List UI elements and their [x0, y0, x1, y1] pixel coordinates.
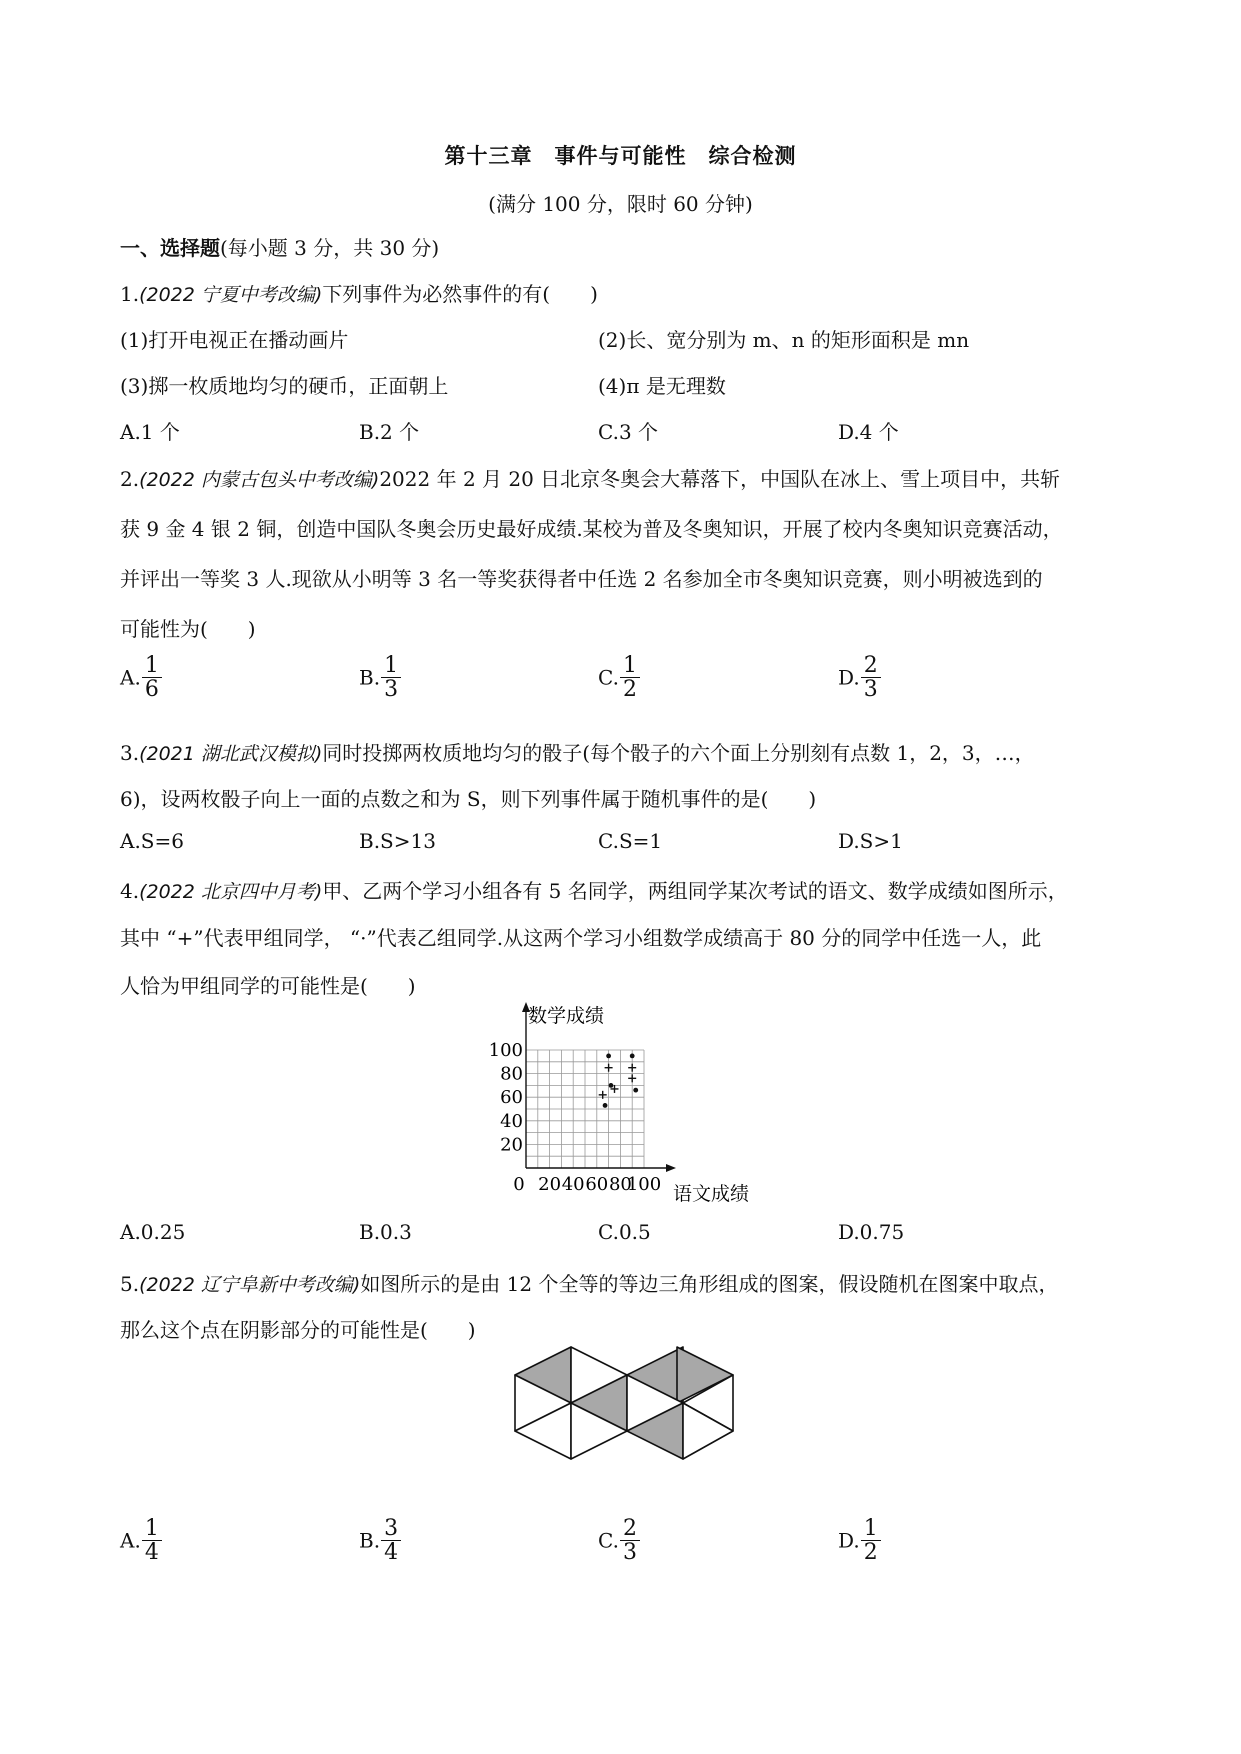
- q2-line-4: 可能性为( ): [120, 617, 256, 641]
- q5-line-2: 那么这个点在阴影部分的可能性是( ): [120, 1318, 476, 1342]
- q2-option-b-fraction: [381, 654, 401, 701]
- x-tick-label: 0: [513, 1174, 525, 1195]
- y-tick-label: 60: [500, 1087, 523, 1109]
- page-title: 第十三章 事件与可能性 综合检测: [444, 143, 797, 168]
- q2-option-c-fraction: [620, 654, 640, 701]
- section-header: [120, 232, 439, 261]
- q5-option-d-numerator: 1: [861, 1517, 881, 1541]
- y-tick-label: 40: [500, 1110, 523, 1132]
- q2-option-d-numerator: 2: [861, 654, 881, 678]
- triangle-pattern: [505, 1345, 735, 1460]
- q2-line-1: [120, 463, 1060, 492]
- q1-item-4: (4)π 是无理数: [598, 374, 726, 398]
- x-tick-label: 20: [538, 1174, 562, 1195]
- q5-option-a-numerator: 1: [142, 1517, 162, 1541]
- q1-item-1: (1)打开电视正在播动画片: [120, 328, 349, 352]
- q3-number: 3.: [120, 741, 140, 765]
- q5-option-d-fraction: [861, 1517, 881, 1564]
- q5-option-a-denominator: 4: [144, 1540, 159, 1566]
- x-tick-label: 40: [561, 1174, 585, 1195]
- q3-line-2: 6)，设两枚骰子向上一面的点数之和为 S，则下列事件属于随机事件的是( ): [120, 787, 817, 811]
- q2-option-c: [598, 654, 640, 701]
- dot-point: [630, 1054, 635, 1059]
- chart-ticks: [489, 1040, 662, 1195]
- q4-option-c: C.0.5: [598, 1220, 651, 1244]
- q3-line-1: [120, 737, 1035, 766]
- q2-option-b-label: B.: [359, 665, 381, 690]
- q1-number: 1.: [120, 282, 140, 306]
- plus-point: [599, 1091, 607, 1099]
- q5-option-d-denominator: 2: [863, 1540, 878, 1566]
- q2-option-b-denominator: 3: [384, 677, 399, 703]
- q3-option-a: A.S=6: [120, 829, 184, 853]
- x-axis-arrow: [666, 1164, 676, 1172]
- q5-option-a: [120, 1517, 162, 1564]
- q4-line-2: 其中 “+”代表甲组同学， “·”代表乙组同学.从这两个学习小组数学成绩高于 80 分的同学中任选一人，此: [120, 926, 1042, 950]
- q4-option-a: A.0.25: [120, 1220, 186, 1244]
- q2-option-d-label: D.: [838, 665, 860, 690]
- q3-option-c: C.S=1: [598, 829, 663, 853]
- section-note: (每小题 3 分，共 30 分): [220, 236, 440, 260]
- q2-number: 2.: [120, 467, 140, 491]
- q5-option-b-fraction: [381, 1517, 401, 1564]
- y-tick-label: 20: [500, 1134, 523, 1156]
- q3-text-1: 同时投掷两枚质地均匀的骰子(每个骰子的六个面上分别刻有点数 1，2，3，…，: [322, 741, 1035, 765]
- q2-text-1: 2022 年 2 月 20 日北京冬奥会大幕落下，中国队在冰上、雪上项目中，共斩: [379, 467, 1061, 491]
- plus-point: [605, 1064, 613, 1072]
- q5-option-c: [598, 1517, 640, 1564]
- q4-line-1: [120, 875, 1068, 904]
- dot-point: [603, 1103, 608, 1108]
- score-scatter-chart: [460, 1000, 790, 1210]
- q1-item-2: (2)长、宽分别为 m、n 的矩形面积是 mn: [598, 328, 970, 352]
- q4-number: 4.: [120, 879, 140, 903]
- x-tick-label: 100: [626, 1174, 662, 1195]
- q5-option-c-label: C.: [598, 1528, 619, 1553]
- q2-option-a-denominator: 6: [144, 677, 159, 703]
- q5-option-b-denominator: 4: [384, 1540, 399, 1566]
- y-tick-label: 80: [500, 1063, 523, 1085]
- q5-option-c-denominator: 3: [622, 1540, 637, 1566]
- plus-point: [628, 1064, 636, 1072]
- q2-option-a-fraction: [142, 654, 162, 701]
- q1-option-c: C.3 个: [598, 420, 659, 444]
- q4-text-1: 甲、乙两个学习小组各有 5 名同学，两组同学某次考试的语文、数学成绩如图所示，: [322, 879, 1068, 903]
- q1-text: 下列事件为必然事件的有( ): [322, 282, 598, 306]
- page-subtitle: (满分 100 分，限时 60 分钟): [488, 192, 753, 216]
- q5-option-b: [359, 1517, 401, 1564]
- q4-line-3: 人恰为甲组同学的可能性是( ): [120, 974, 416, 998]
- q2-option-c-label: C.: [598, 665, 619, 690]
- dot-point: [606, 1054, 611, 1059]
- x-tick-label: 80: [608, 1174, 632, 1195]
- q5-number: 5.: [120, 1272, 140, 1296]
- q5-text-1: 如图所示的是由 12 个全等的等边三角形组成的图案，假设随机在图案中取点，: [360, 1272, 1059, 1296]
- q3-option-b: B.S>13: [359, 829, 436, 853]
- q3-source: (2021 湖北武汉模拟): [139, 743, 323, 765]
- q2-option-a-label: A.: [120, 665, 141, 690]
- q5-option-c-numerator: 2: [620, 1517, 640, 1541]
- q2-option-a: [120, 654, 162, 701]
- q2-option-a-numerator: 1: [142, 654, 162, 678]
- q5-option-b-label: B.: [359, 1528, 381, 1553]
- q1-source: (2022 宁夏中考改编): [139, 284, 323, 306]
- q2-option-b: [359, 654, 401, 701]
- q5-option-b-numerator: 3: [381, 1517, 401, 1541]
- section-name: 一、选择题: [120, 236, 220, 260]
- x-axis-label: 语文成绩: [673, 1183, 750, 1205]
- q1-stem: [120, 278, 598, 307]
- y-tick-label: 100: [488, 1040, 523, 1061]
- q5-option-a-label: A.: [120, 1528, 141, 1553]
- q2-option-d: [838, 654, 881, 701]
- dot-point: [633, 1088, 638, 1093]
- q4-option-b: B.0.3: [359, 1220, 412, 1244]
- q5-option-c-fraction: [620, 1517, 640, 1564]
- y-axis-label: 数学成绩: [528, 1005, 605, 1027]
- q3-option-d: D.S>1: [838, 829, 903, 853]
- q5-option-d: [838, 1517, 881, 1564]
- q2-option-d-fraction: [861, 654, 881, 701]
- q2-option-c-numerator: 1: [620, 654, 640, 678]
- x-tick-label: 60: [585, 1174, 609, 1195]
- q2-option-b-numerator: 1: [381, 654, 401, 678]
- q5-source: (2022 辽宁阜新中考改编): [139, 1274, 361, 1296]
- chart-grid: [526, 1050, 644, 1168]
- q1-option-a: A.1 个: [120, 420, 180, 444]
- q1-item-3: (3)掷一枚质地均匀的硬币，正面朝上: [120, 374, 449, 398]
- q2-option-c-denominator: 2: [622, 677, 637, 703]
- q5-option-a-fraction: [142, 1517, 162, 1564]
- q2-line-3: 并评出一等奖 3 人.现欲从小明等 3 名一等奖获得者中任选 2 名参加全市冬奥知识竞赛，则小明被选到的: [120, 567, 1043, 591]
- q1-option-b: B.2 个: [359, 420, 420, 444]
- q5-line-1: [120, 1268, 1058, 1297]
- q4-option-d: D.0.75: [838, 1220, 905, 1244]
- q2-line-2: 获 9 金 4 银 2 铜，创造中国队冬奥会历史最好成绩.某校为普及冬奥知识，开展了校内冬奥知识竞赛活动，: [120, 517, 1063, 541]
- q2-option-d-denominator: 3: [863, 677, 878, 703]
- q2-source: (2022 内蒙古包头中考改编): [139, 469, 380, 491]
- q5-option-d-label: D.: [838, 1528, 860, 1553]
- q4-source: (2022 北京四中月考): [139, 881, 323, 903]
- dot-point: [609, 1083, 614, 1088]
- q1-option-d: D.4 个: [838, 420, 899, 444]
- chart-axes: [522, 1002, 676, 1172]
- plus-point: [628, 1074, 636, 1082]
